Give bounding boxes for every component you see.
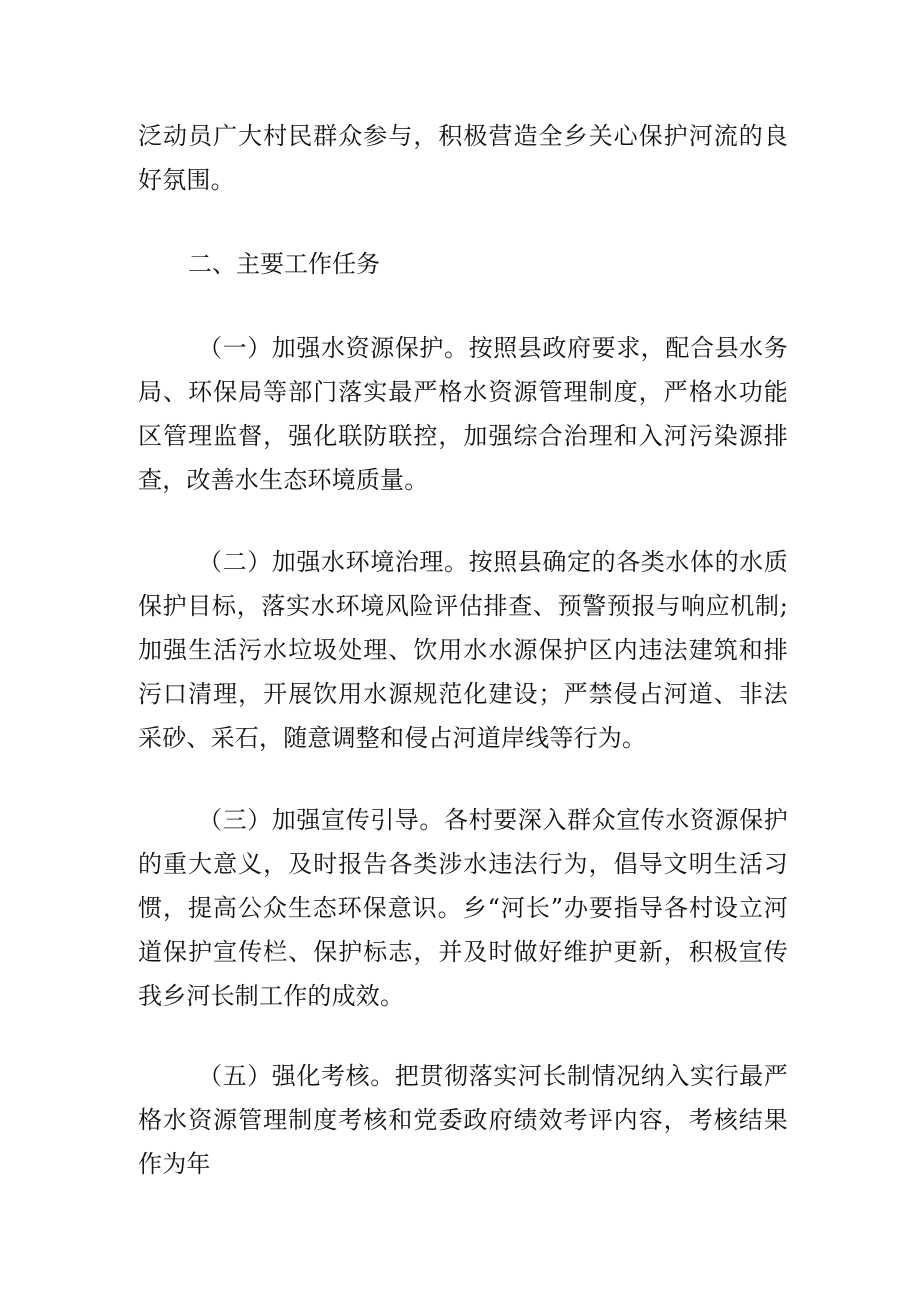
- paragraph-publicity-guidance: （三）加强宣传引导。各村要深入群众宣传水资源保护的重大意义，及时报告各类涉水违法行为，倡导文明生活习惯，提高公众生态环保意识。乡“河长”办要指导各村设立河道保护宣传栏、保护标志，并及时做好维护更新，积极宣传我乡河长制工作的成效。: [138, 806, 788, 1010]
- paragraph-water-resource-protection: （一）加强水资源保护。按照县政府要求，配合县水务局、环保局等部门落实最严格水资源管理制度，严格水功能区管理监督，强化联防联控，加强综合治理和入河污染源排查，改善水生态环境质量。: [138, 334, 788, 494]
- paragraph-strengthen-assessment: （五）强化考核。把贯彻落实河长制情况纳入实行最严格水资源管理制度考核和党委政府绩效考评内容，考核结果作为年: [138, 1062, 788, 1178]
- paragraph-continuation: 泛动员广大村民群众参与，积极营造全乡关心保护河流的良好氛围。: [138, 122, 788, 194]
- section-heading-main-tasks: 二、主要工作任务: [188, 250, 380, 278]
- paragraph-water-environment-governance: （二）加强水环境治理。按照县确定的各类水体的水质保护目标，落实水环境风险评估排查、预警预报与响应机制;加强生活污水垃圾处理、饮用水水源保护区内违法建筑和排污口清理，开展饮用水源规范化建设；严禁侵占河道、非法采砂、采石，随意调整和侵占河道岸线等行为。: [138, 548, 788, 752]
